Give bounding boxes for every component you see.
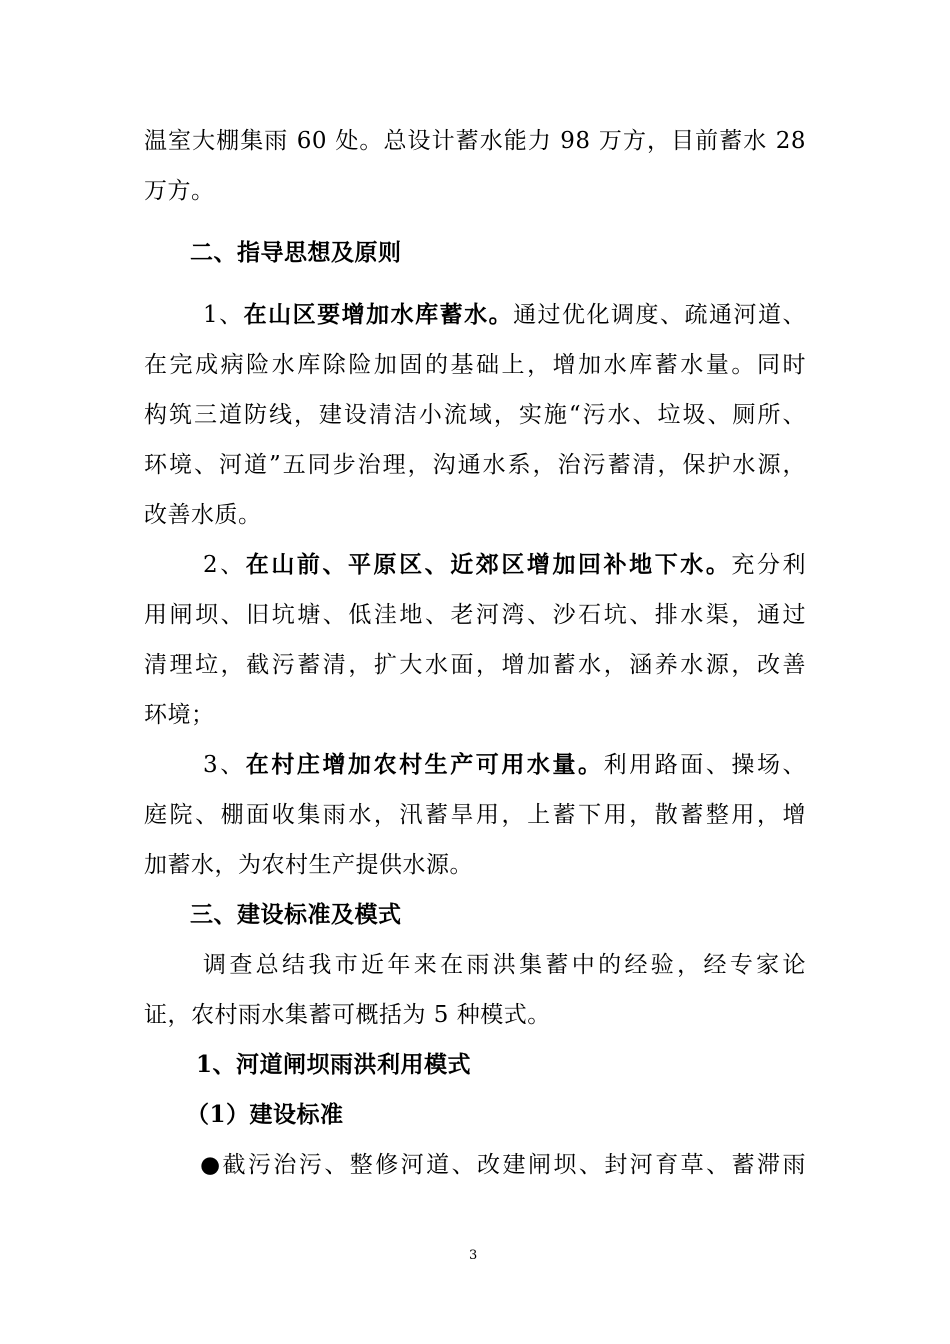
paragraph-line: 万方。	[144, 178, 215, 204]
item-number: 3、	[203, 752, 246, 778]
item-text: 充分利	[731, 552, 807, 578]
paragraph-line: 清理垃，截污蓄清，扩大水面，增加蓄水，涵养水源，改善	[144, 652, 806, 678]
item-heading: 在山前、平原区、近郊区增加回补地下水。	[245, 551, 732, 578]
item-heading: 在山区要增加水库蓄水。	[243, 301, 514, 328]
subsubsection-heading: （1）建设标准	[186, 1101, 344, 1128]
paragraph-1-first-line	[203, 298, 806, 332]
section-heading-3: 三、建设标准及模式	[190, 901, 402, 928]
paragraph-2-first-line	[203, 548, 806, 582]
paragraph-line: 证，农村雨水集蓄可概括为 5 种模式。	[144, 1002, 551, 1028]
paragraph-line: 温室大棚集雨 60 处。总设计蓄水能力 98 万方，目前蓄水 28	[144, 128, 806, 154]
item-text: 通过优化调度、疏通河道、	[513, 302, 806, 328]
paragraph-line: 改善水质。	[144, 502, 262, 528]
bullet-line: ●截污治污、整修河道、改建闸坝、封河育草、蓄滞雨	[200, 1152, 806, 1178]
paragraph-line: 用闸坝、旧坑塘、低洼地、老河湾、沙石坑、排水渠，通过	[144, 602, 806, 628]
paragraph-3-first-line	[203, 748, 806, 782]
paragraph-line: 加蓄水，为农村生产提供水源。	[144, 852, 473, 878]
paragraph-line: 调查总结我市近年来在雨洪集蓄中的经验，经专家论	[203, 952, 806, 978]
subsection-heading: 1、河道闸坝雨洪利用模式	[196, 1051, 472, 1078]
section-heading-2: 二、指导思想及原则	[190, 239, 402, 266]
item-number: 2、	[203, 552, 246, 578]
paragraph-line: 庭院、棚面收集雨水，汛蓄旱用，上蓄下用，散蓄整用，增	[144, 802, 806, 828]
item-text: 利用路面、操场、	[603, 752, 807, 778]
paragraph-line: 在完成病险水库除险加固的基础上，增加水库蓄水量。同时	[144, 352, 806, 378]
paragraph-line: 环境、河道”五同步治理，沟通水系，治污蓄清，保护水源，	[144, 452, 806, 478]
paragraph-line: 构筑三道防线，建设清洁小流域，实施“污水、垃圾、厕所、	[144, 402, 806, 428]
item-heading: 在村庄增加农村生产可用水量。	[245, 751, 604, 778]
paragraph-line: 环境；	[144, 702, 215, 728]
page-number: 3	[469, 1248, 478, 1263]
item-number: 1、	[203, 302, 244, 328]
